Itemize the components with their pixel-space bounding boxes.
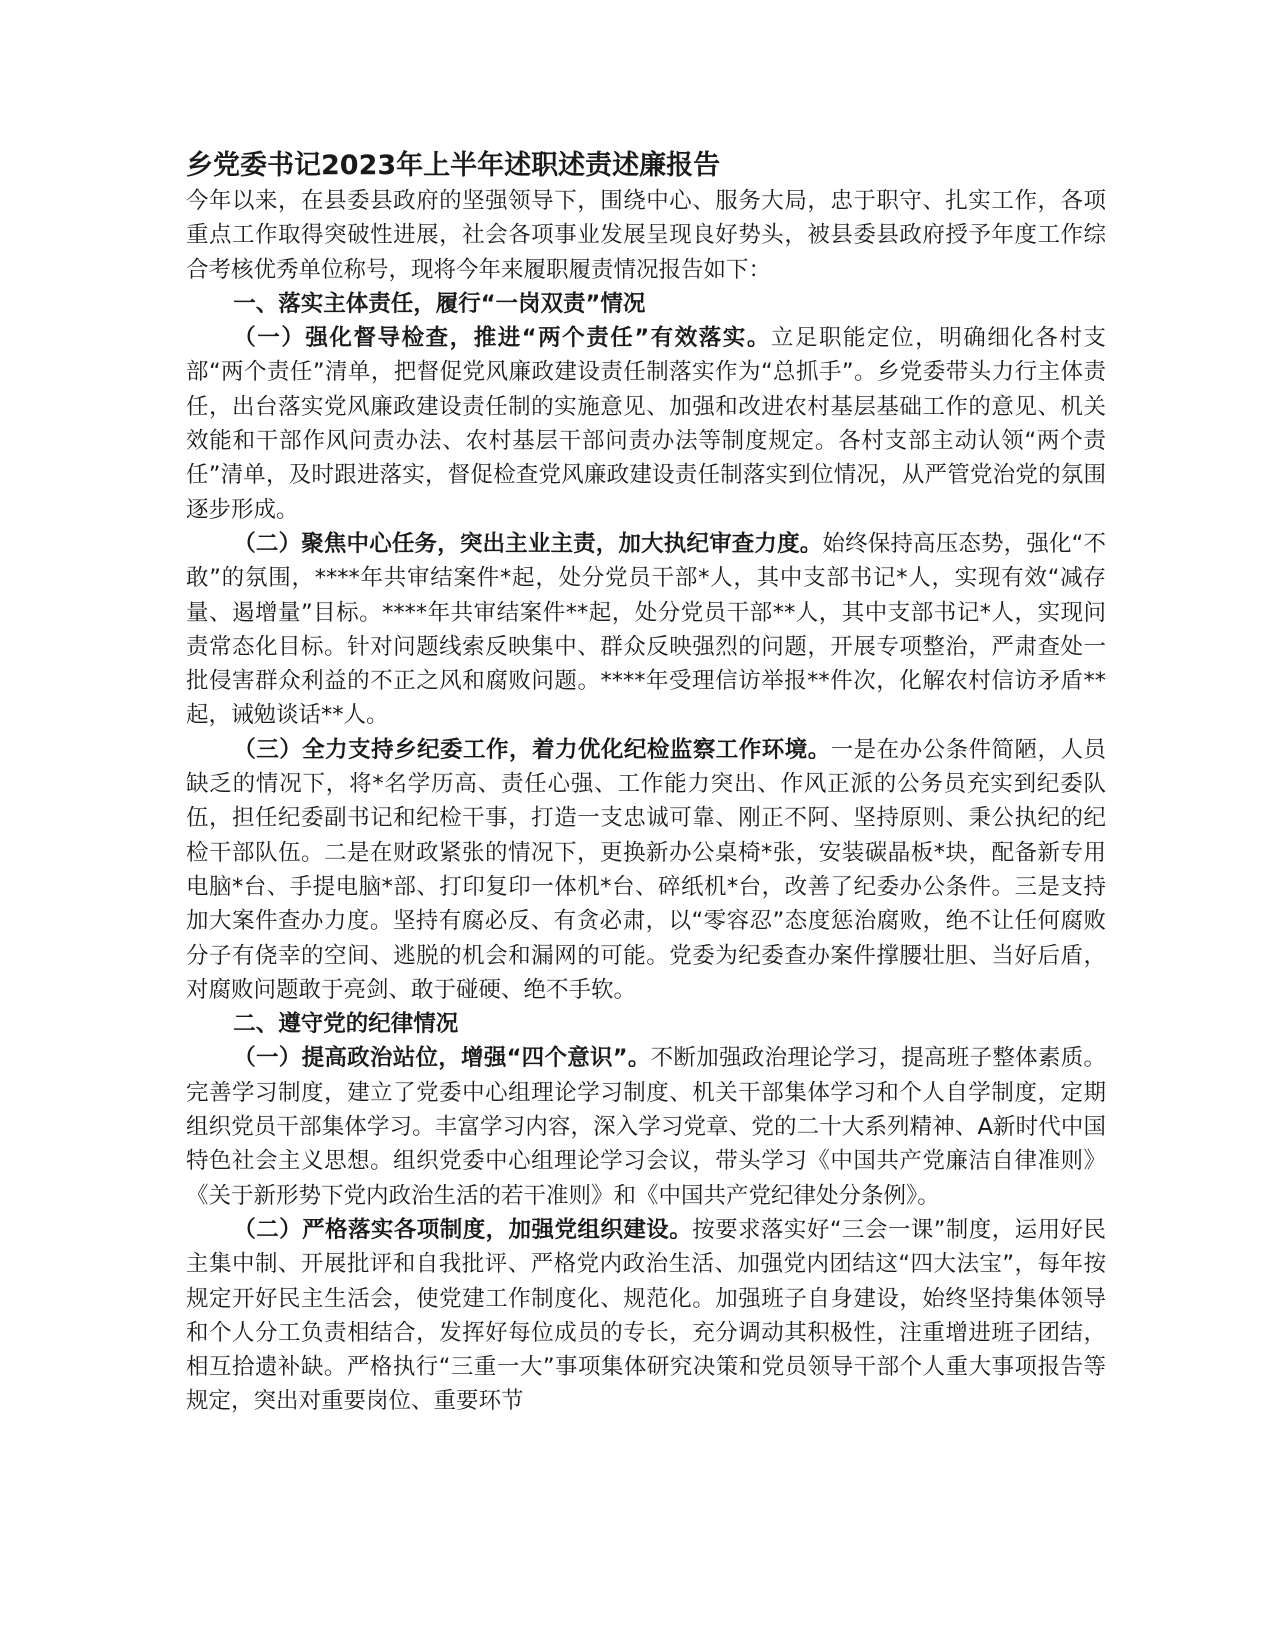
paragraph-1-2 (186, 527, 1106, 733)
document-title: 乡党委书记2023年上半年述职述责述廉报告 (186, 150, 721, 181)
paragraph-2-2 (186, 1213, 1106, 1419)
paragraph-2-1 (186, 1041, 1106, 1212)
paragraph-body: 立足职能定位，明确细化各村支部“两个责任”清单，把督促党风廉政建设责任制落实作为“总抓手”。乡党委带头力行主体责任，出台落实党风廉政建设责任制的实施意见、加强和改进农村基层基础工作的意见、机关效能和干部作风问责办法、农村基层干部问责办法等制度规定。各村支部主动认领“两个责任”清单，及时跟进落实，督促检查党风廉政建设责任制落实到位情况，从严管党治党的氛围逐步形成。 (186, 325, 1106, 523)
intro-paragraph: 今年以来，在县委县政府的坚强领导下，围绕中心、服务大局，忠于职守、扎实工作，各项重点工作取得突破性进展，社会各项事业发展呈现良好势头，被县委县政府授予年度工作综合考核优秀单位称号，现将今年来履职履责情况报告如下： (186, 188, 1106, 283)
paragraph-body: 始终保持高压态势，强化“不敢”的氛围，****年共审结案件*起，处分党员干部*人，其中支部书记*人，实现有效“减存量、遏增量”目标。****年共审结案件**起，处分党员干部**人，其中支部书记*人，实现问责常态化目标。针对问题线索反映集中、群众反映强烈的问题，开展专项整治，严肃查处一批侵害群众利益的不正之风和腐败问题。****年受理信访举报**件次，化解农村信访矛盾**起，诫勉谈话**人。 (186, 530, 1106, 729)
paragraph-lead: （三）全力支持乡纪委工作，着力优化纪检监察工作环境。 (233, 736, 831, 763)
document-page (186, 148, 1106, 1419)
paragraph-body: 一是在办公条件简陋，人员缺乏的情况下，将*名学历高、责任心强、工作能力突出、作风正派的公务员充实到纪委队伍，担任纪委副书记和纪检干事，打造一支忠诚可靠、刚正不阿、坚持原则、秉公执纪的纪检干部队伍。二是在财政紧张的情况下，更换新办公桌椅*张，安装碳晶板*块，配备新专用电脑*台、手提电脑*部、打印复印一体机*台、碎纸机*台，改善了纪委办公条件。三是支持加大案件查办力度。坚持有腐必反、有贪必肃，以“零容忍”态度惩治腐败，绝不让任何腐败分子有侥幸的空间、逃脱的机会和漏网的可能。党委为纪委查办案件撑腰壮胆、当好后盾，对腐败问题敢于亮剑、敢于碰硬、绝不手软。 (186, 736, 1106, 1003)
paragraph-body: 按要求落实好“三会一课”制度，运用好民主集中制、开展批评和自我批评、严格党内政治生活、加强党内团结这“四大法宝”，每年按规定开好民主生活会，使党建工作制度化、规范化。加强班子自身建设，始终坚持集体领导和个人分工负责相结合，发挥好每位成员的专长，充分调动其积极性，注重增进班子团结，相互拾遗补缺。严格执行“三重一大”事项集体研究决策和党员领导干部个人重大事项报告等规定，突出对重要岗位、重要环节 (186, 1216, 1106, 1415)
paragraph-1-1 (186, 321, 1106, 527)
paragraph-1-3 (186, 733, 1106, 1007)
paragraph-lead: （二）聚焦中心任务，突出主业主责，加大执纪审查力度。 (233, 530, 823, 557)
paragraph-lead: （一）强化督导检查，推进“两个责任”有效落实。 (233, 325, 771, 352)
paragraph-body: 不断加强政治理论学习，提高班子整体素质。完善学习制度，建立了党委中心组理论学习制度、机关干部集体学习和个人自学制度，定期组织党员干部集体学习。丰富学习内容，深入学习党章、党的二十大系列精神、A新时代中国特色社会主义思想。组织党委中心组理论学习会议，带头学习《中国共产党廉洁自律准则》《关于新形势下党内政治生活的若干准则》和《中国共产党纪律处分条例》。 (186, 1045, 1106, 1209)
paragraph-lead: （一）提高政治站位，增强“四个意识”。 (233, 1045, 651, 1072)
section-heading-2: 二、遵守党的纪律情况 (233, 1011, 459, 1038)
paragraph-lead: （二）严格落实各项制度，加强党组织建设。 (233, 1216, 693, 1243)
section-heading-1: 一、落实主体责任，履行“一岗双责”情况 (233, 290, 646, 317)
